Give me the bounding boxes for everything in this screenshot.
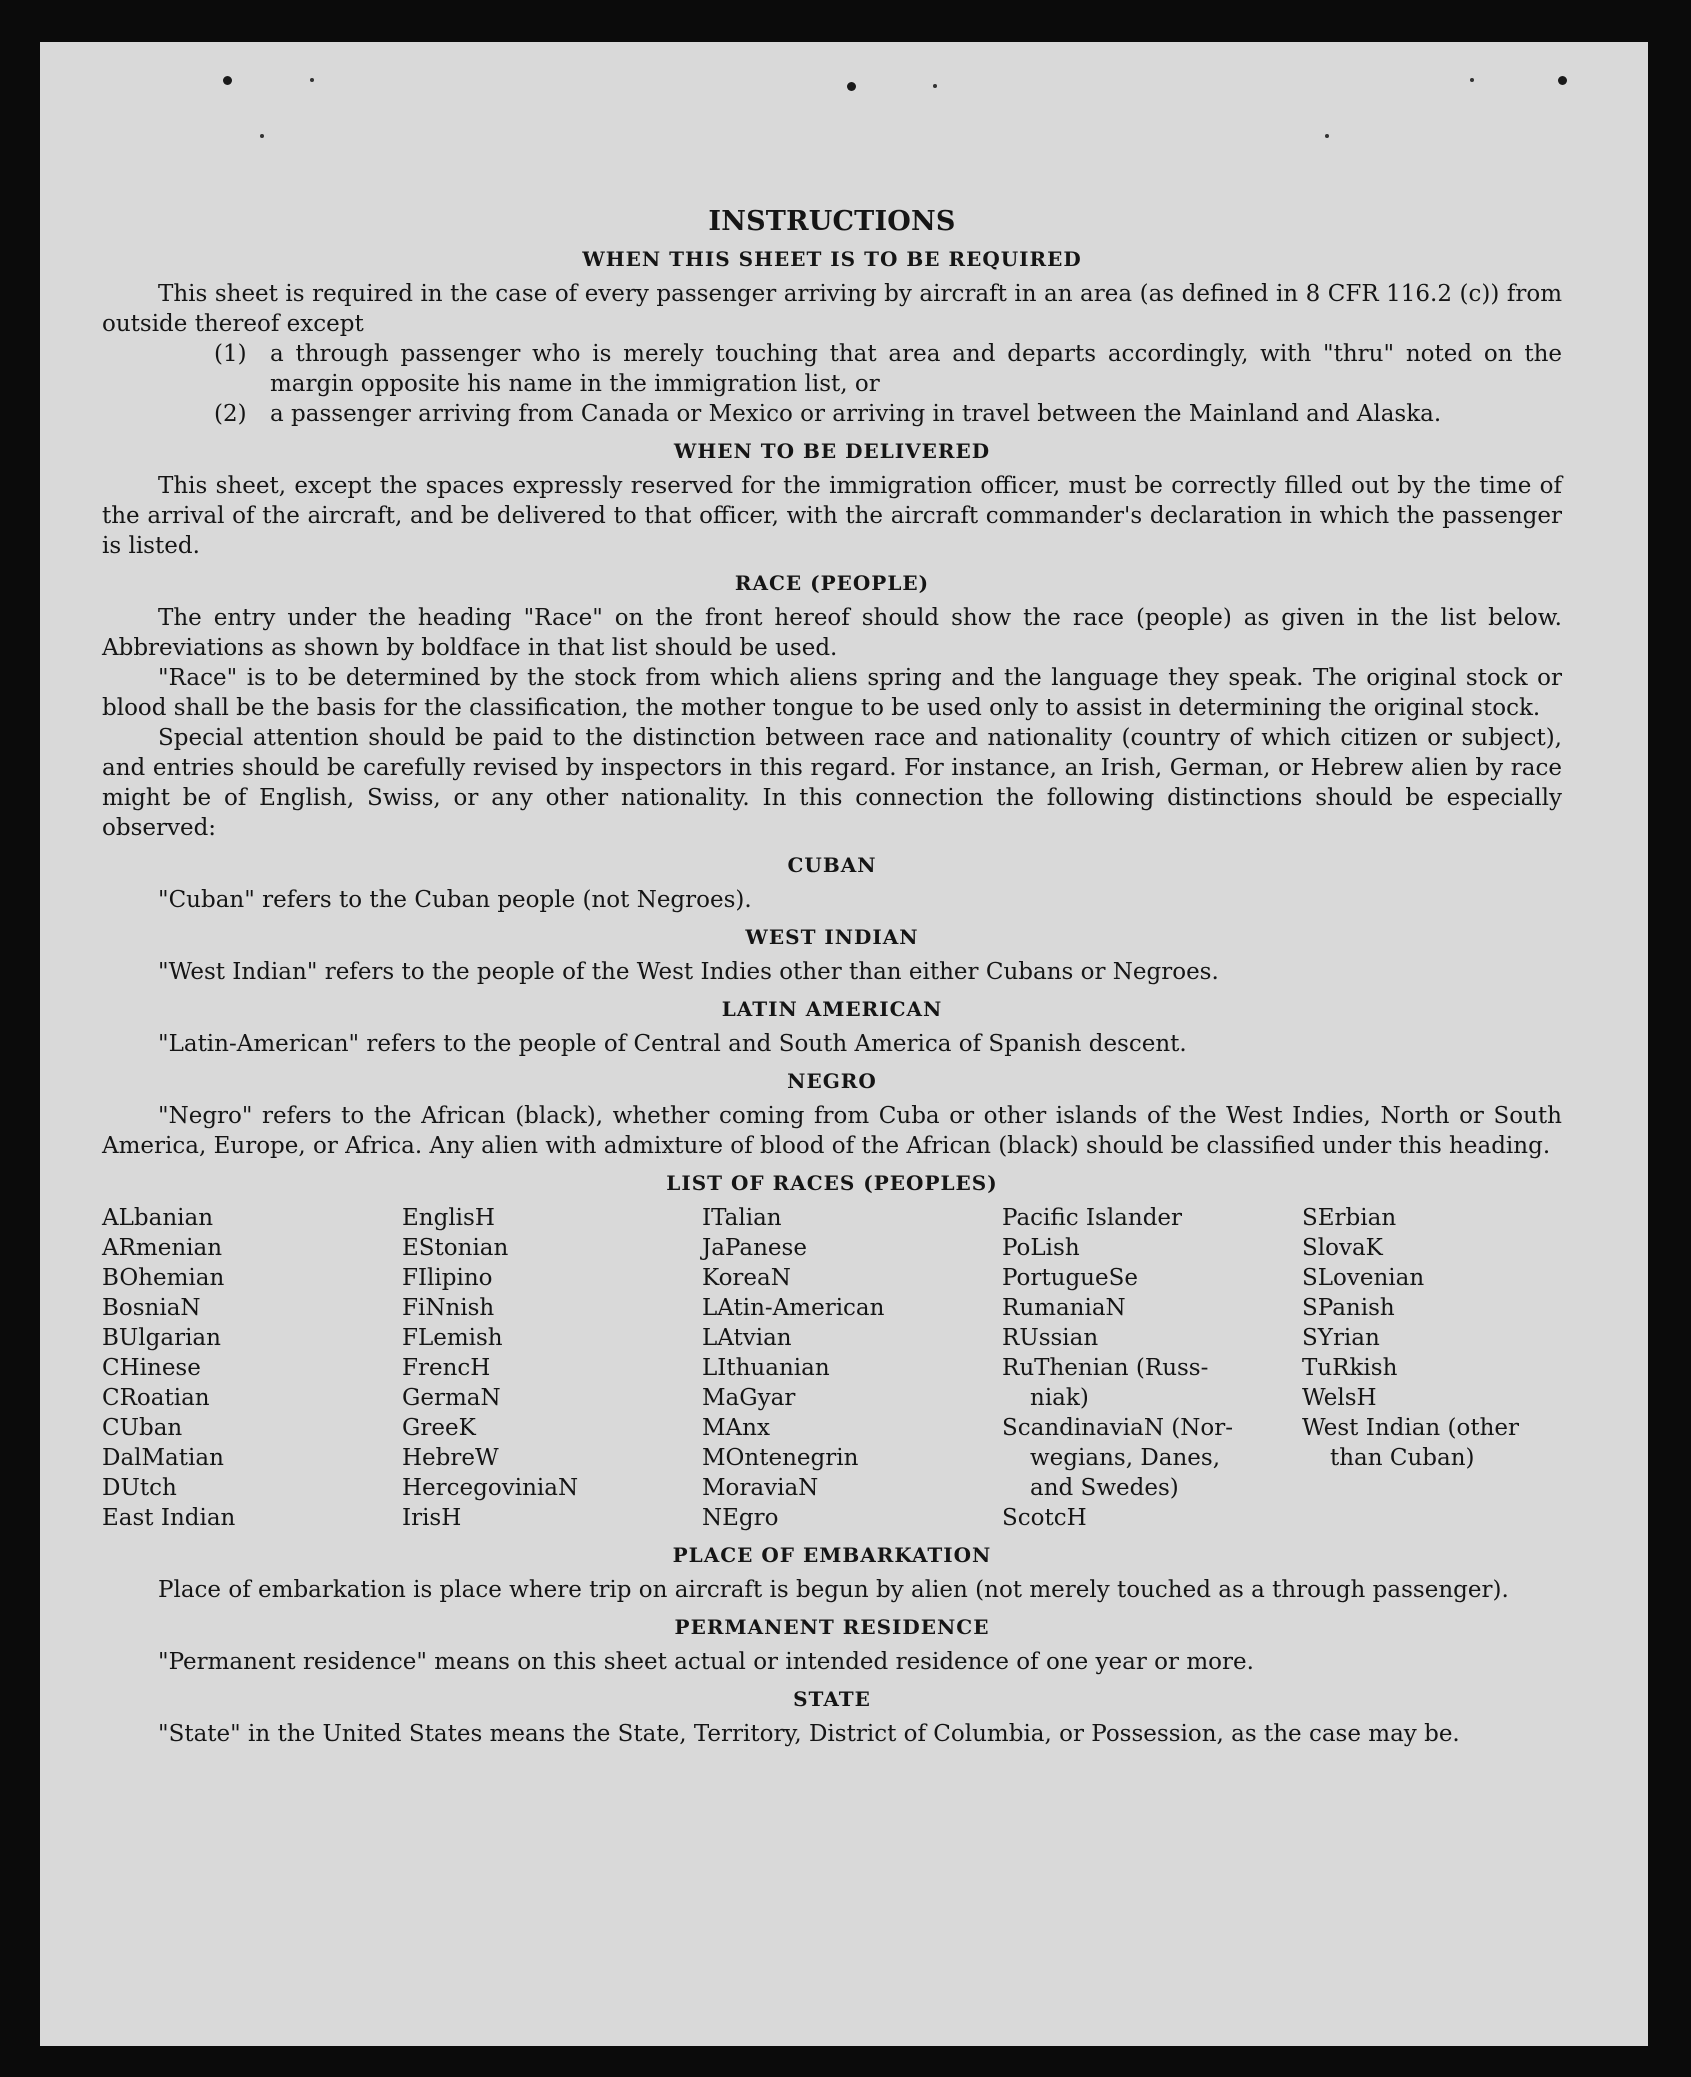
race-list-item: IrisH	[402, 1505, 462, 1531]
race-list-item: LIthuanian	[702, 1355, 830, 1381]
section-heading-delivered: WHEN TO BE DELIVERED	[673, 439, 991, 463]
race-list-item: ScotcH	[1002, 1505, 1087, 1531]
races-column	[102, 1203, 362, 1533]
item-text: a through passenger who is merely touching that area and departs accordingly, with "thru" noted on the margin opposite his name in the immigration list, or	[270, 341, 1562, 397]
races-column	[402, 1203, 662, 1533]
punch-hole	[1558, 76, 1567, 85]
race-list-item: MAnx	[702, 1415, 770, 1441]
race-list-item: Pacific Islander	[1002, 1205, 1183, 1231]
race-paragraph: The entry under the heading "Race" on the front hereof should show the race (people) as given in the list below. Abbreviations as shown by boldface in that list should be used.	[102, 605, 1562, 661]
section-heading-embarkation: PLACE OF EMBARKATION	[672, 1543, 992, 1567]
required-paragraph: This sheet is required in the case of every passenger arriving by aircraft in an area (as defined in 8 CFR 116.2 (c)) from outside thereof except	[102, 281, 1562, 337]
race-list-item: RumaniaN	[1002, 1295, 1126, 1321]
race-list-item: WelsH	[1302, 1385, 1377, 1411]
race-list-item: CUban	[102, 1415, 183, 1441]
state-paragraph: "State" in the United States means the State, Territory, District of Columbia, or Possession, as the case may be.	[158, 1721, 1460, 1747]
section-heading-latin-american: LATIN AMERICAN	[721, 997, 943, 1021]
race-list-item: MaGyar	[702, 1385, 796, 1411]
race-list-item: SlovaK	[1302, 1235, 1383, 1261]
punch-hole	[847, 82, 856, 91]
race-list-item: CRoatian	[102, 1385, 210, 1411]
race-list-item: PortugueSe	[1002, 1265, 1138, 1291]
race-list-item: BUlgarian	[102, 1325, 221, 1351]
race-list-item: FLemish	[402, 1325, 503, 1351]
negro-paragraph: "Negro" refers to the African (black), whether coming from Cuba or other islands of the West Indies, North or South America, Europe, or Africa. Any alien with admixture of blood of the African (black) should be classified under this heading.	[102, 1103, 1562, 1159]
race-list-item: RuThenian (Russ-	[1002, 1355, 1209, 1381]
race-list-item: and Swedes)	[1030, 1475, 1179, 1501]
race-list-item: FrencH	[402, 1355, 491, 1381]
instructions-body	[102, 160, 1562, 1749]
race-list-item: PoLish	[1002, 1235, 1080, 1261]
section-heading-race: RACE (PEOPLE)	[734, 571, 930, 595]
residence-paragraph: "Permanent residence" means on this sheet actual or intended residence of one year or more.	[158, 1649, 1254, 1675]
race-list-item: JaPanese	[702, 1235, 807, 1261]
race-list-item: BOhemian	[102, 1265, 225, 1291]
speck	[310, 78, 314, 82]
punch-hole	[223, 76, 232, 85]
race-list-item: GreeK	[402, 1415, 476, 1441]
race-list-item: LAtin-American	[702, 1295, 885, 1321]
race-list-item: DUtch	[102, 1475, 177, 1501]
required-item	[102, 339, 1562, 399]
race-list-item: KoreaN	[702, 1265, 791, 1291]
race-list-item: SYrian	[1302, 1325, 1380, 1351]
races-column	[1002, 1203, 1262, 1533]
race-list-item: FiNnish	[402, 1295, 495, 1321]
race-list-item: FIlipino	[402, 1265, 493, 1291]
required-item	[102, 399, 1562, 429]
section-heading-cuban: CUBAN	[787, 853, 877, 877]
race-list-item: ScandinaviaN (Nor-	[1002, 1415, 1233, 1441]
race-list-item: HebreW	[402, 1445, 499, 1471]
race-paragraph: Special attention should be paid to the distinction between race and nationality (country of which citizen or subject), and entries should be carefully revised by inspectors in this regard. For instance, an Irish, German, or Hebrew alien by race might be of English, Swiss, or any other nationality. In this connection the following distinctions should be especially observed:	[102, 725, 1562, 841]
races-column	[702, 1203, 962, 1533]
races-list	[102, 1203, 1562, 1533]
item-text: a passenger arriving from Canada or Mexico or arriving in travel between the Mainland and Alaska.	[270, 401, 1442, 427]
race-list-item: CHinese	[102, 1355, 201, 1381]
section-heading-negro: NEGRO	[787, 1069, 877, 1093]
document-sheet	[40, 42, 1648, 2046]
page-title: INSTRUCTIONS	[708, 206, 956, 237]
race-list-item: RUssian	[1002, 1325, 1099, 1351]
race-list-item: BosniaN	[102, 1295, 201, 1321]
item-number: (1)	[214, 341, 247, 367]
race-list-item: DalMatian	[102, 1445, 224, 1471]
race-list-item: SLovenian	[1302, 1265, 1425, 1291]
delivered-paragraph: This sheet, except the spaces expressly reserved for the immigration officer, must be correctly filled out by the time of the arrival of the aircraft, and be delivered to that officer, with the aircraft commander's declaration in which the passenger is listed.	[102, 473, 1562, 559]
section-heading-state: STATE	[793, 1687, 871, 1711]
race-list-item: ARmenian	[102, 1235, 223, 1261]
race-list-item: ALbanian	[102, 1205, 214, 1231]
race-list-item: niak)	[1030, 1385, 1089, 1411]
race-list-item: SPanish	[1302, 1295, 1395, 1321]
speck	[1325, 134, 1329, 138]
race-list-item: MOntenegrin	[702, 1445, 859, 1471]
section-heading-required: WHEN THIS SHEET IS TO BE REQUIRED	[582, 247, 1082, 271]
section-heading-residence: PERMANENT RESIDENCE	[674, 1615, 990, 1639]
section-heading-list-of-races: LIST OF RACES (PEOPLES)	[666, 1171, 998, 1195]
speck	[260, 134, 264, 138]
race-list-item: TuRkish	[1302, 1355, 1398, 1381]
race-list-item: West Indian (other	[1302, 1415, 1520, 1441]
race-list-item: wegians, Danes,	[1030, 1445, 1221, 1471]
latin-american-paragraph: "Latin-American" refers to the people of Central and South America of Spanish descent.	[158, 1031, 1187, 1057]
item-number: (2)	[214, 401, 247, 427]
race-list-item: EnglisH	[402, 1205, 495, 1231]
race-list-item: East Indian	[102, 1505, 236, 1531]
section-heading-west-indian: WEST INDIAN	[745, 925, 919, 949]
race-list-item: NEgro	[702, 1505, 779, 1531]
race-list-item: than Cuban)	[1330, 1445, 1475, 1471]
speck	[933, 84, 937, 88]
race-list-item: SErbian	[1302, 1205, 1397, 1231]
race-list-item: HercegoviniaN	[402, 1475, 579, 1501]
west-indian-paragraph: "West Indian" refers to the people of the West Indies other than either Cubans or Negroes.	[158, 959, 1219, 985]
embarkation-paragraph: Place of embarkation is place where trip on aircraft is begun by alien (not merely touched as a through passenger).	[158, 1577, 1509, 1603]
race-list-item: LAtvian	[702, 1325, 792, 1351]
race-list-item: MoraviaN	[702, 1475, 819, 1501]
race-paragraph: "Race" is to be determined by the stock from which aliens spring and the language they speak. The original stock or blood shall be the basis for the classification, the mother tongue to be used only to assist in determining the original stock.	[102, 665, 1562, 721]
race-list-item: GermaN	[402, 1385, 501, 1411]
race-list-item: EStonian	[402, 1235, 509, 1261]
cuban-paragraph: "Cuban" refers to the Cuban people (not Negroes).	[158, 887, 752, 913]
speck	[1470, 78, 1474, 82]
races-column	[1302, 1203, 1562, 1533]
race-list-item: ITalian	[702, 1205, 782, 1231]
